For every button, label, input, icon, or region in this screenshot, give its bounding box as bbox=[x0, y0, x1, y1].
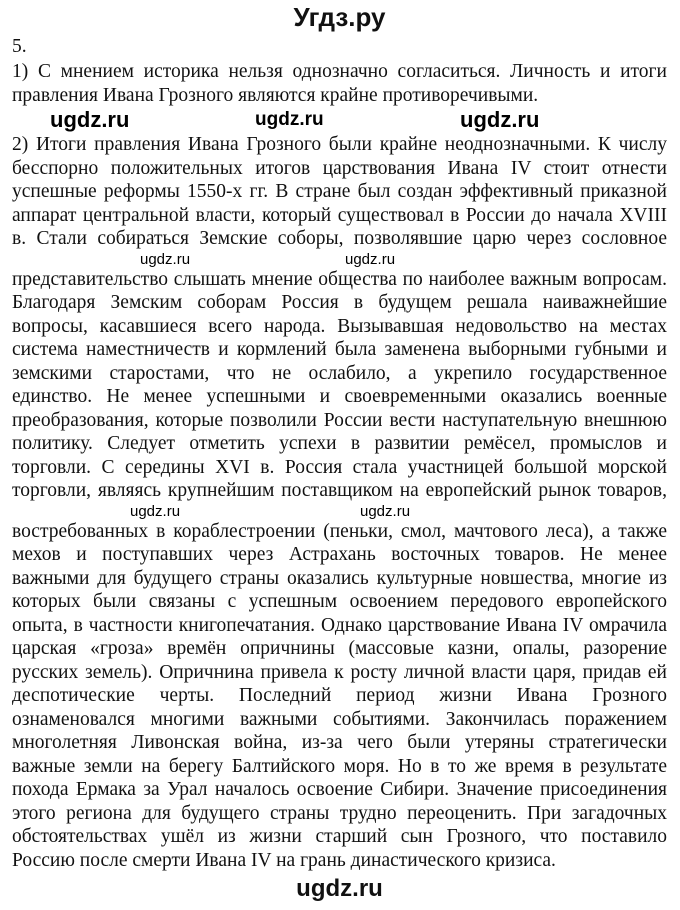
paragraph-2-continued bbox=[12, 520, 667, 873]
text-line: политику. Следует отметить успехи в развитии ремёсел, промыслов и bbox=[12, 433, 667, 454]
text-line: торговли. С середины XVI в. Россия стала участницей большой морской bbox=[12, 456, 667, 478]
text-line: правления Ивана Грозного являются крайне противоречивыми. bbox=[12, 84, 539, 106]
text-line: бесспорно положительных итогов царствования Ивана IV стоит отнести bbox=[12, 157, 667, 179]
text-line: ознаменовался многими важными событиями. Закончилась поражением bbox=[12, 708, 667, 730]
watermark-row bbox=[12, 107, 667, 133]
text-line: вопросы, касавшиеся всего народа. Вызывавшая недовольство на местах bbox=[12, 315, 667, 337]
text-line: 2) Итоги правления Ивана Грозного были крайне неоднозначными. К числу bbox=[12, 134, 667, 155]
text-line: торговли, являясь крупнейшим поставщиком на европейский рынок товаров, bbox=[12, 480, 667, 501]
text-line: Благодаря Земским соборам Россия в будущем решала наиважнейшие bbox=[12, 292, 667, 313]
watermark: ugdz.ru bbox=[345, 250, 396, 268]
text-line: Россию после смерти Ивана IV на грань династического кризиса. bbox=[12, 849, 556, 871]
text-line: царская «гроза» времён опричнины (массовые казни, опалы, разорение bbox=[12, 638, 667, 659]
site-header-logo: Угдз.ру bbox=[293, 2, 386, 32]
text-line: представительство слышать мнение общества по наиболее важным вопросам. bbox=[12, 268, 667, 290]
watermark: ugdz.ru bbox=[140, 250, 191, 268]
watermark: ugdz.ru bbox=[360, 502, 411, 520]
text-line: аппарат центральной власти, который существовал в России до начала XVIII bbox=[12, 204, 667, 226]
watermark: ugdz.ru bbox=[460, 107, 540, 132]
text-line: единство. Не менее успешными и своевременными оказались военные bbox=[12, 386, 667, 407]
watermark-row bbox=[12, 251, 667, 268]
text-line: мехов и поступавших через Астрахань восточных товаров. Не менее bbox=[12, 544, 667, 565]
text-line: успешные реформы 1550-х гг. В стране был создан эффективный приказной bbox=[12, 181, 667, 202]
text-line: опыта, в частности книгопечатания. Однако царствование Ивана IV омрачила bbox=[12, 614, 667, 636]
paragraph-2-continued bbox=[12, 268, 667, 503]
text-line: обстоятельствах ушёл из жизни старший сын Грозного, что поставило bbox=[12, 826, 667, 847]
text-line: этого региона для будущего страны трудно переоценить. При загадочных bbox=[12, 802, 667, 824]
site-footer-logo: ugdz.ru bbox=[296, 875, 383, 902]
paragraph-1 bbox=[12, 60, 667, 107]
text-line: 1) С мнением историка нельзя однозначно согласиться. Личность и итоги bbox=[12, 61, 667, 82]
text-line: многолетняя Ливонская война, из-за чего были утеряны стратегически bbox=[12, 732, 667, 753]
text-line: в. Стали собираться Земские соборы, позволявшие царю через сословное bbox=[12, 228, 667, 249]
text-line: похода Ермака за Урал началось освоение Сибири. Значение присоединения bbox=[12, 779, 667, 800]
watermark-row bbox=[12, 503, 667, 520]
text-line: важными для будущего страны оказались культурные новшества, многие из bbox=[12, 567, 667, 589]
text-line: русских земель). Опричнина привела к росту личной власти царя, придав ей bbox=[12, 661, 667, 683]
text-line: важные земли на берегу Балтийского моря. Но в то же время в результате bbox=[12, 755, 667, 777]
text-line: деспотические черты. Последний период жизни Ивана Грозного bbox=[12, 685, 667, 706]
text-line: которых были связаны с успешным освоением передового европейского bbox=[12, 591, 667, 612]
watermark: ugdz.ru bbox=[130, 502, 181, 520]
paragraph-2 bbox=[12, 133, 667, 251]
text-line: преобразования, которые позволили России вести наступательную внешнюю bbox=[12, 409, 667, 431]
task-number: 5. bbox=[12, 36, 27, 57]
watermark: ugdz.ru bbox=[255, 109, 324, 130]
text-line: земскими старостами, что не ослабило, а укрепило государственное bbox=[12, 362, 667, 384]
text-line: система наместничеств и кормлений была заменена выборными губными и bbox=[12, 339, 667, 360]
watermark: ugdz.ru bbox=[50, 107, 130, 132]
text-line: востребованных в кораблестроении (пеньки, смол, мачтового леса), а также bbox=[12, 520, 667, 542]
